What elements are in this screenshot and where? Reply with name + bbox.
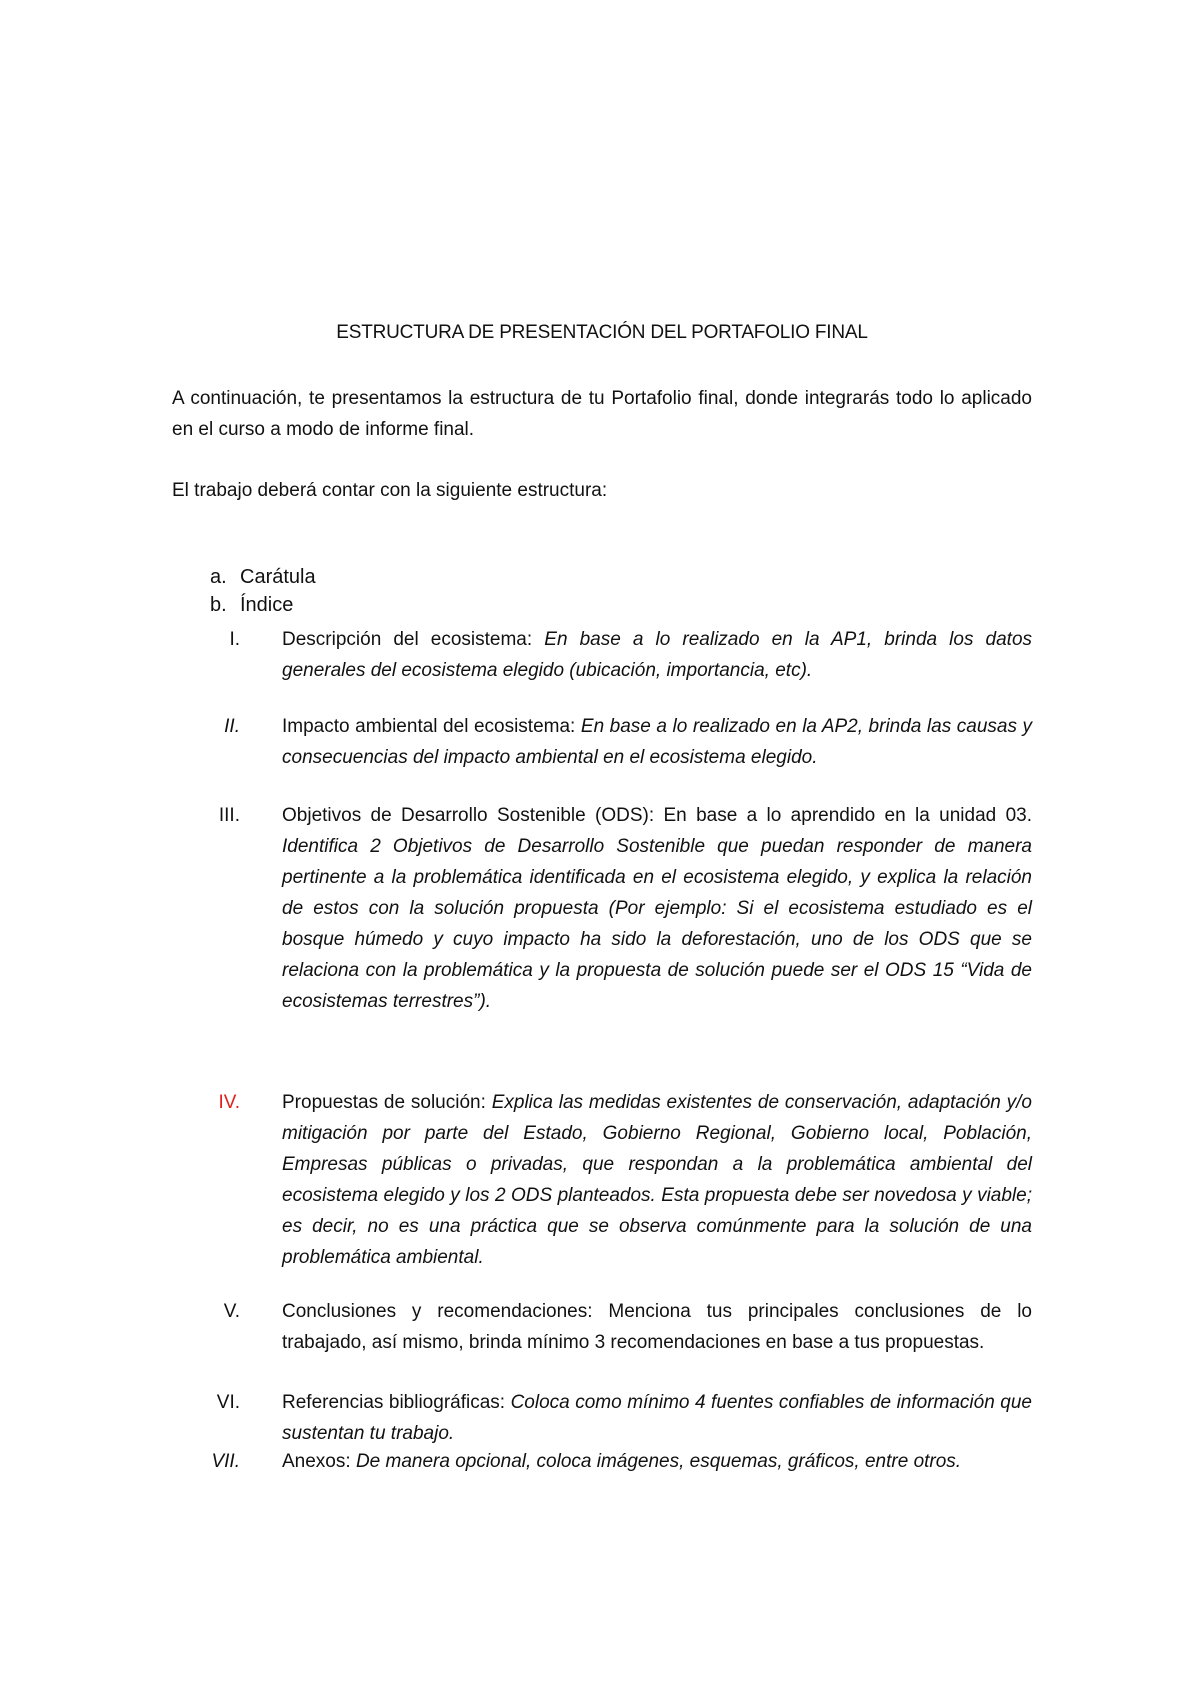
intro-paragraph: A continuación, te presentamos la estructura de tu Portafolio final, donde integrarás todo lo aplicado en el curso a modo de informe final. (172, 388, 1032, 440)
list-item-label: Índice (240, 594, 294, 616)
document-page (172, 0, 1032, 1696)
section-numeral: I. (229, 629, 240, 650)
document-title: ESTRUCTURA DE PRESENTACIÓN DEL PORTAFOLIO FINAL (336, 322, 868, 343)
section-description: En base a lo realizado en la AP2, brinda las causas y consecuencias del impacto ambiental en el ecosistema elegido. (282, 716, 1032, 768)
section-label: Referencias bibliográficas: (282, 1392, 506, 1413)
section-description: Identifica 2 Objetivos de Desarrollo Sostenible que puedan responder de manera pertinente a la problemática identificada en el ecosistema elegido, y explica la relación de estos con la solución propuesta (Por ejemplo: Si el ecosistema estudiado es el bosque húmedo y cuyo impacto ha sido la deforestación, uno de los ODS que se relaciona con la problemática y la propuesta de solución puede ser el ODS 15 “Vida de ecosistemas terrestres”). (282, 836, 1032, 1012)
section-numeral: III. (218, 805, 240, 826)
list-item-caratula (210, 563, 316, 591)
section-numeral: II. (224, 716, 240, 737)
section-label: Descripción del ecosistema: (282, 629, 533, 650)
section-description: De manera opcional, coloca imágenes, esquemas, gráficos, entre otros. (355, 1451, 962, 1472)
section-numeral: IV. (218, 1092, 240, 1113)
section-body (282, 1387, 1032, 1449)
section-description: Menciona tus principales conclusiones de lo trabajado, así mismo, brinda mínimo 3 recomendaciones en base a tus propuestas. (282, 1301, 1032, 1353)
list-marker: b. (210, 594, 227, 616)
section-body (282, 1296, 1032, 1358)
section-body (282, 1087, 1032, 1273)
section-body (282, 711, 1032, 773)
section-description: Explica las medidas existentes de conservación, adaptación y/o mitigación por parte del Estado, Gobierno Regional, Gobierno local, Población, Empresas públicas o privadas, que respondan a la problemática ambiental del ecosistema elegido y los 2 ODS planteados. Esta propuesta debe ser novedosa y viable; es decir, no es una práctica que se observa comúnmente para la solución de una problemática ambiental. (282, 1092, 1033, 1268)
section-description: En base a lo realizado en la AP1, brinda los datos generales del ecosistema elegido (ubicación, importancia, etc). (282, 629, 1033, 681)
section-numeral: VII. (211, 1451, 240, 1472)
list-item-indice (210, 591, 293, 619)
section-label: Anexos: (282, 1451, 351, 1472)
section-label: Conclusiones y recomendaciones: (282, 1301, 593, 1322)
section-label: Impacto ambiental del ecosistema: (282, 716, 576, 737)
section-numeral: VI. (216, 1392, 240, 1413)
structure-lead-paragraph: El trabajo deberá contar con la siguiente estructura: (172, 480, 608, 501)
list-item-label: Carátula (240, 566, 316, 588)
section-numeral: V. (223, 1301, 240, 1322)
section-description: Coloca como mínimo 4 fuentes confiables de información que sustentan tu trabajo. (282, 1392, 1032, 1444)
section-label: Objetivos de Desarrollo Sostenible (ODS): En base a lo aprendido en la unidad 03. (282, 805, 1032, 826)
section-label: Propuestas de solución: (282, 1092, 486, 1113)
list-marker: a. (210, 566, 227, 588)
section-body (282, 800, 1032, 1017)
section-body (282, 624, 1032, 686)
section-body (282, 1446, 1032, 1477)
